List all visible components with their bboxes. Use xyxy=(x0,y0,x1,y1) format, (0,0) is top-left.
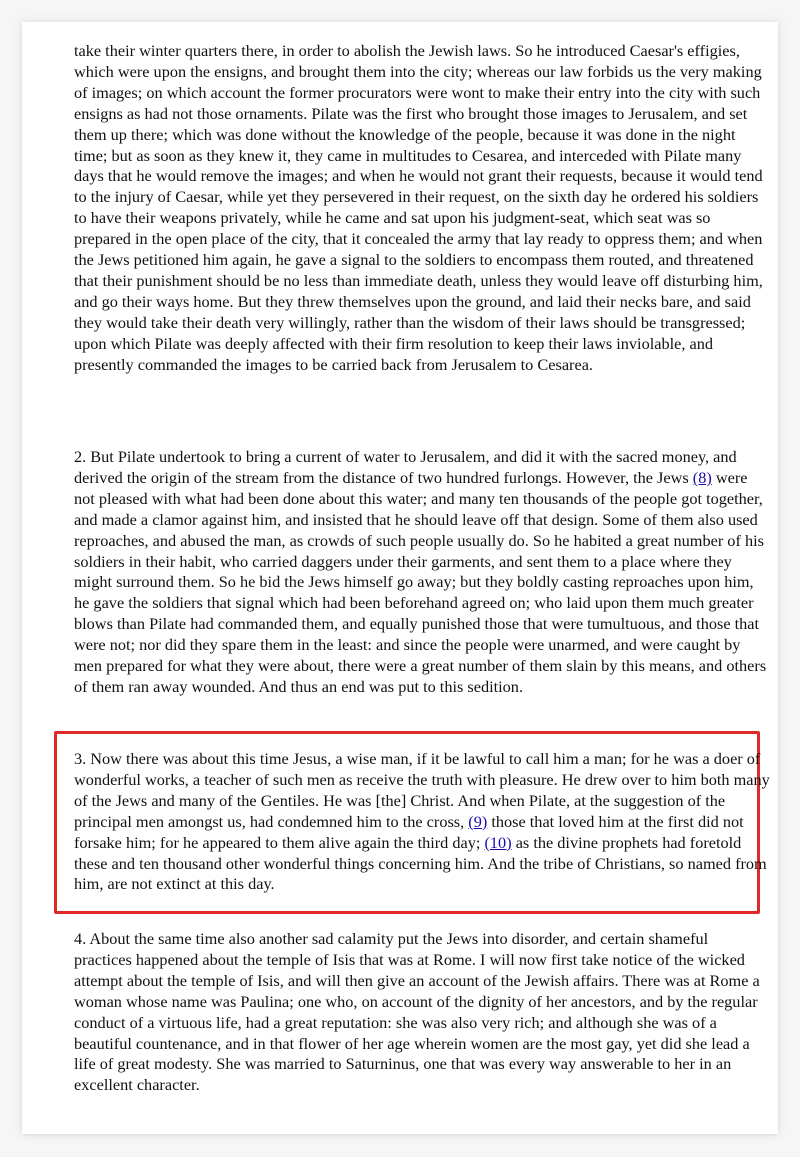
paragraph-3-text-a: 3. Now there was about this time Jesus, a wise man, if it be lawful to call him a man; for he was a doer of wonderful works, a teacher of such men as receive the truth with pleasure. He drew over to him both many of the Jews and many of the Gentiles. He was [the] Christ. And when Pilate, at the suggestion of the principal men amongst us, had condemned him to the cross, xyxy=(74,749,770,831)
footnote-link-9[interactable]: (9) xyxy=(468,811,488,831)
paragraph-2-text-b: were not pleased with what had been done about this water; and many ten thousands of the people got together, and made a clamor against him, and insisted that he should leave off that design. Some of them also used reproaches, and abused the man, as crowds of such people usually do. So he habited a great number of his soldiers in their habit, who carried daggers under their garments, and sent them to a place where they might surround them. So he bid the Jews himself go away; but they boldly casting reproaches upon him, he gave the soldiers that signal which had been beforehand agreed on; who laid upon them much greater blows than Pilate had commanded them, and equally punished those that were tumultuous, and those that were not; nor did they spare them in the least: and since the people were unarmed, and were caught by men prepared for what they were about, there were a great number of them slain by this means, and others of them ran away wounded. And thus an end was put to this sedition. xyxy=(74,467,767,696)
document-page xyxy=(22,22,778,1134)
paragraph-2-text-a: 2. But Pilate undertook to bring a current of water to Jerusalem, and did it with the sacred money, and derived the origin of the stream from the distance of two hundred furlongs. However, the Jews xyxy=(74,447,737,487)
paragraph-4 xyxy=(74,929,770,1096)
paragraph-3-text-b: those that loved him at the first did not forsake him; for he appeared to them alive again the third day; xyxy=(74,811,744,852)
paragraph-3-text-c: as the divine prophets had foretold these and ten thousand other wonderful things concerning him. And the tribe of Christians, so named from him, are not extinct at this day. xyxy=(74,832,767,894)
footnote-link-10[interactable]: (10) xyxy=(484,832,512,852)
footnote-link-8[interactable]: (8) xyxy=(692,467,712,487)
paragraph-3 xyxy=(74,749,770,895)
paragraph-1 xyxy=(74,41,770,376)
paragraph-2 xyxy=(74,447,770,698)
paragraph-4-text: 4. About the same time also another sad calamity put the Jews into disorder, and certain shameful practices happened about the temple of Isis that was at Rome. I will now first take notice of the wicked attempt about the temple of Isis, and will then give an account of the Jewish affairs. There was at Rome a woman whose name was Paulina; one who, on account of the dignity of her ancestors, and by the regular conduct of a virtuous life, had a great reputation: she was also very rich; and although she was of a beautiful countenance, and in that flower of her age wherein women are the most gay, yet did she lead a life of great modesty. She was married to Saturninus, one that was every way answerable to her in an excellent character. xyxy=(74,929,760,1095)
paragraph-1-text: take their winter quarters there, in order to abolish the Jewish laws. So he introduced Caesar's effigies, which were upon the ensigns, and brought them into the city; whereas our law forbids us the very making of images; on which account the former procurators were wont to make their entry into the city with such ensigns as had not those ornaments. Pilate was the first who brought those images to Jerusalem, and set them up there; which was done without the knowledge of the people, because it was done in the night time; but as soon as they knew it, they came in multitudes to Cesarea, and interceded with Pilate many days that he would remove the images; and when he would not grant their requests, because it would tend to the injury of Caesar, while yet they persevered in their request, on the sixth day he ordered his soldiers to have their weapons privately, while he came and sat upon his judgment-seat, which seat was so prepared in the open place of the city, that it concealed the army that lay ready to oppress them; and when the Jews petitioned him again, he gave a signal to the soldiers to encompass them routed, and threatened that their punishment should be no less than immediate death, unless they would leave off disturbing him, and go their ways home. But they threw themselves upon the ground, and laid their necks bare, and said they would take their death very willingly, rather than the wisdom of their laws should be transgressed; upon which Pilate was deeply affected with their firm resolution to keep their laws inviolable, and presently commanded the images to be carried back from Jerusalem to Cesarea. xyxy=(74,41,763,374)
